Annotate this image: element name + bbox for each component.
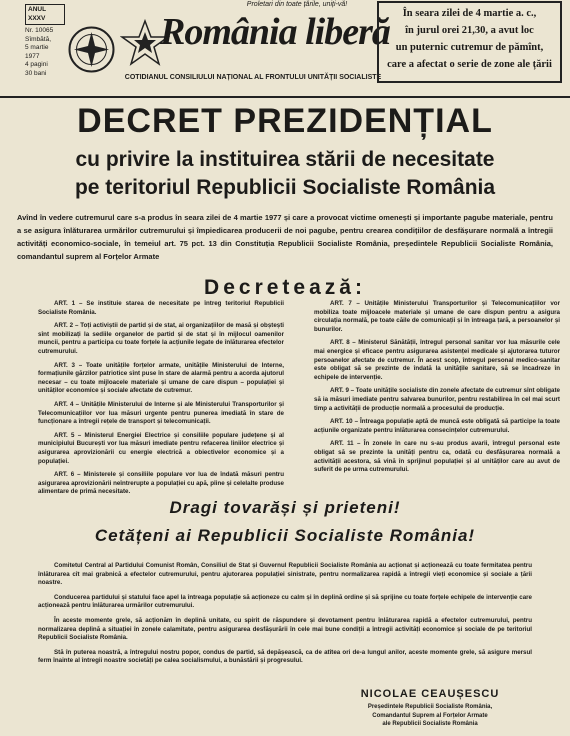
article: ART. 3 – Toate unitățile forțelor armate, unitățile Ministerului de Interne, formațiunile gărzilor patriotice sînt puse în stare de alarmă pentru a acorda ajutorul necesar – cu toate mijloacele materiale și umane de care dispun – populației și unităților economice și sociale afectate de cutremur. bbox=[38, 361, 284, 395]
issue-year-number: 1977 bbox=[25, 52, 40, 60]
appeal-heading: Dragi tovarăși și prieteni! bbox=[169, 498, 401, 517]
article: ART. 4 – Unitățile Ministerului de Interne și ale Ministerului Transporturilor și Telecomunicațiilor vor lua măsuri urgente pentru punerea imediată în stare de funcționare a întregii rețele de transport și telecomunicații. bbox=[38, 400, 284, 426]
article: ART. 5 – Ministerul Energiei Electrice și consiliile populare județene și al municipiului București vor lua măsuri imediate pentru refacerea liniilor electrice și asigurarea aprovizionării cu energie electrică a obiectivelor economice și a populației. bbox=[38, 431, 284, 465]
appeal-body bbox=[38, 562, 532, 672]
body-paragraph: Stă în puterea noastră, a întregului nostru popor, condus de partid, să depășească, ca de atîtea ori de-a lungul anilor, aceste momente grele, să asigure mersul ferm înainte al întregii noastre societăți pe calea socialismului, a bunăstării și progresului. bbox=[38, 648, 532, 665]
body-paragraph: Comitetul Central al Partidului Comunist Român, Consiliul de Stat și Guvernul Republicii Socialiste România au acționat și acționează cu toate fermitatea pentru înlăturarea cît mai grabnică a efectelor cutremurului, pentru ajutorarea populației sinistrate, pentru normalizarea rapidă a întregii vieți economice și sociale a țării noastre. bbox=[38, 562, 532, 587]
masthead bbox=[0, 0, 570, 98]
news-line: În seara zilei de 4 martie a. c., bbox=[402, 8, 537, 19]
issue-pages: 4 pagini bbox=[25, 61, 48, 68]
signatory-name: NICOLAE CEAUȘESCU bbox=[360, 688, 500, 700]
signatory-title: Comandantul Suprem al Forțelor Armate bbox=[372, 712, 488, 719]
news-line: în jurul orei 21,30, a avut loc bbox=[405, 25, 534, 36]
motto: Proletari din toate țările, uniți-vă! bbox=[246, 1, 348, 8]
signature-block bbox=[330, 688, 530, 729]
newspaper-logo: România liberă bbox=[160, 11, 390, 53]
signatory-title: Președintele Republicii Socialiste România, bbox=[367, 704, 493, 710]
issue-weekday: Sîmbătă, bbox=[25, 35, 52, 43]
decree-subtitle-line: cu privire la instituirea stării de necesitate bbox=[75, 148, 495, 171]
state-emblem-icon bbox=[64, 22, 119, 77]
article: ART. 10 – Întreaga populație aptă de muncă este obligată să participe la toate acțiunile organizate pentru înlăturarea consecințelor cutremurului. bbox=[314, 418, 560, 434]
decree-title: DECRET PREZIDENȚIAL bbox=[77, 102, 493, 140]
earthquake-news-box bbox=[377, 1, 562, 83]
article: ART. 11 – În zonele în care nu s-au produs avarii, întregul personal este obligat să se prezinte la unități pentru ca, odată cu desfășurarea normală a activității acestora, să vină în sprijinul populației și al unităților care au avut de suferit de pe urma cutremurului. bbox=[314, 440, 560, 474]
issue-year: ANUL XXXV bbox=[25, 4, 65, 25]
decree-preamble: Avînd în vedere cutremurul care s-a produs în seara zilei de 4 martie 1977 și care a provocat victime omenești și importante pagube materiale, pentru a se asigura înlăturarea urmărilor cutremurului și împiedicarea producerii de noi pagube, pentru crearea condițiilor de desfășurare normală a întregii activități economico-sociale, în temeiul art. 75 pct. 13 din Constituția Republicii Socialiste România, președintele Republicii Socialiste România, comandantul suprem al Forțelor Armate bbox=[17, 213, 553, 261]
articles-left-column bbox=[38, 300, 284, 502]
articles-right-column bbox=[314, 300, 560, 480]
issue-price: 30 bani bbox=[25, 69, 47, 77]
body-paragraph: Conducerea partidului și statului face apel la întreaga populație să acționeze cu calm și în deplină ordine și să sprijine cu toate forțele echipele de intervenție care acționează pentru înlăturarea urmărilor cutremurului. bbox=[38, 593, 532, 610]
article: ART. 7 – Unitățile Ministerului Transporturilor și Telecomunicațiilor vor mobiliza toate mijloacele materiale și umane de care dispun pentru a asigura circulația normală, pe toate căile de comunicații și în întreaga țară, a persoanelor și bunurilor. bbox=[314, 300, 560, 333]
decree-subtitle-line: pe teritoriul Republicii Socialiste România bbox=[74, 176, 496, 199]
issue-info bbox=[25, 4, 65, 78]
article: ART. 1 – Se instituie starea de necesitate pe întreg teritoriul Republicii Socialiste România. bbox=[38, 300, 284, 316]
news-line: care a afectat o serie de zone ale țării bbox=[387, 59, 552, 70]
signatory-title: ale Republicii Socialiste România bbox=[382, 721, 478, 727]
article: ART. 8 – Ministerul Sănătății, întregul personal sanitar vor lua măsurile cele mai energice și eficace pentru asigurarea asistenței medicale și ajutorarea tuturor persoanelor afectate de cutremur. În acest scop, întregul personal medico-sanitar este obligat să se prezinte de îndată la unitățile sanitare, să se încadreze în echipele de intervenție. bbox=[314, 339, 560, 381]
newspaper-subtitle: COTIDIANUL CONSILIULUI NAȚIONAL AL FRONTULUI UNITĂȚII SOCIALISTE bbox=[124, 74, 382, 81]
decree-subtitle bbox=[0, 146, 570, 202]
news-line: un puternic cutremur de pămînt, bbox=[395, 42, 544, 53]
issue-number: Nr. 10065 bbox=[25, 27, 54, 34]
article: ART. 6 – Ministerele și consiliile populare vor lua de îndată măsuri pentru asigurarea aprovizionării neîntrerupte a populației cu apă, pîine și celelalte produse alimentare de primă necesitate. bbox=[38, 471, 284, 496]
body-paragraph: În aceste momente grele, să acționăm în deplină unitate, cu spirit de răspundere și devotament pentru înlăturarea rapidă a efectelor cutremurului, pentru normalizarea deplină a situației în zonele calamitate, pentru asigurarea desfășurării în cele mai bune condiții a întregii activități economice și sociale de pe teritoriul Republicii Socialiste România. bbox=[38, 616, 532, 642]
article: ART. 9 – Toate unitățile socialiste din zonele afectate de cutremur sînt obligate să ia măsuri imediate pentru salvarea bunurilor, pentru restabilirea în cel mai scurt timp a activității de producție normală a procesului de producție. bbox=[314, 387, 560, 412]
appeal-subheading: Cetățeni ai Republicii Socialiste România! bbox=[94, 526, 476, 545]
decreteaza-heading: Decretează: bbox=[204, 276, 366, 299]
issue-day: 5 martie bbox=[25, 44, 49, 51]
article: ART. 2 – Toți activiștii de partid și de stat, ai organizațiilor de masă și obștești sînt mobilizați la sediile organelor de partid și de stat și în mijlocul oamenilor muncii, pentru a participa cu toate forțele la acțiunile legate de înlăturarea efectelor cutremurului. bbox=[38, 322, 284, 355]
